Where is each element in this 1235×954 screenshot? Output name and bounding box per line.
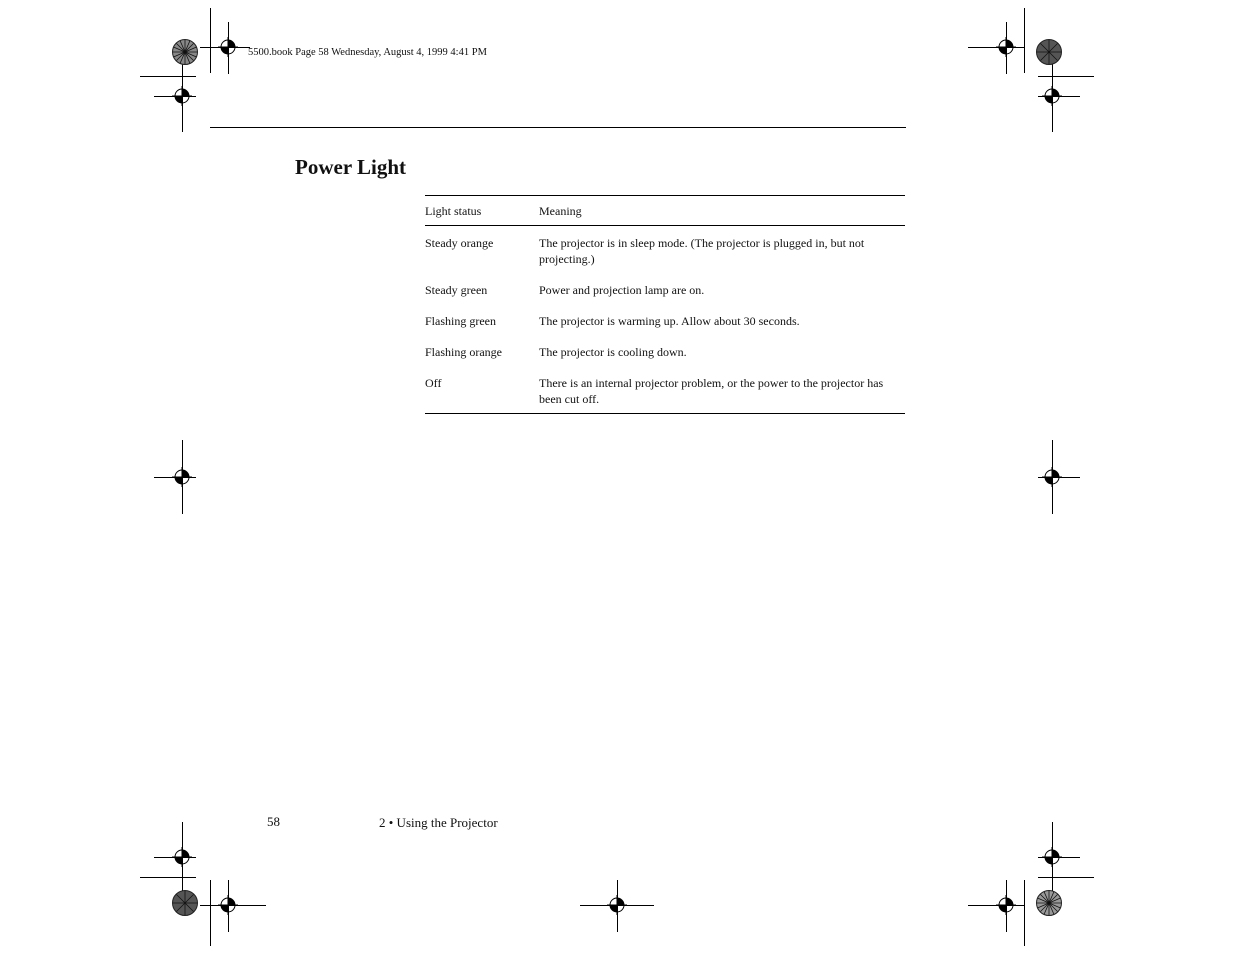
column-header-meaning: Meaning [539,196,905,226]
table-header-row [425,196,905,226]
column-header-light-status: Light status [425,196,539,226]
table-row [425,367,905,414]
running-footer: 2 • Using the Projector [379,815,498,830]
starburst-registration-icon [1036,39,1062,65]
crosshair-registration-icon [1042,467,1062,487]
starburst-registration-icon [172,39,198,65]
table-row [425,305,905,336]
header-rule [210,127,906,128]
crosshair-registration-icon [607,895,627,915]
starburst-registration-icon [172,890,198,916]
light-status-cell: Steady green [425,283,488,297]
light-status-cell: Flashing green [425,314,496,328]
crosshair-registration-icon [172,467,192,487]
meaning-cell: The projector is warming up. Allow about 30 seconds. [539,314,800,328]
crosshair-registration-icon [996,37,1016,57]
light-status-cell: Off [425,367,539,414]
crosshair-registration-icon [218,37,238,57]
book-slug: 5500.book Page 58 Wednesday, August 4, 1999 4:41 PM [248,47,487,58]
crosshair-registration-icon [172,86,192,106]
crosshair-registration-icon [1042,847,1062,867]
meaning-cell: The projector is cooling down. [539,345,687,359]
light-status-cell: Flashing orange [425,345,502,359]
meaning-cell: The projector is in sleep mode. (The projector is plugged in, but not projecting.) [539,236,865,266]
crosshair-registration-icon [218,895,238,915]
power-light-table [425,195,905,414]
crosshair-registration-icon [1042,86,1062,106]
page-number: 58 [267,814,280,829]
page-title: Power Light [295,155,407,179]
table-row [425,274,905,305]
light-status-cell: Steady orange [425,236,494,250]
meaning-cell: Power and projection lamp are on. [539,283,705,297]
meaning-cell: There is an internal projector problem, or the power to the projector has been cut off. [539,367,905,414]
table-row [425,336,905,367]
table-row [425,226,905,275]
crosshair-registration-icon [172,847,192,867]
starburst-registration-icon [1036,890,1062,916]
crosshair-registration-icon [996,895,1016,915]
